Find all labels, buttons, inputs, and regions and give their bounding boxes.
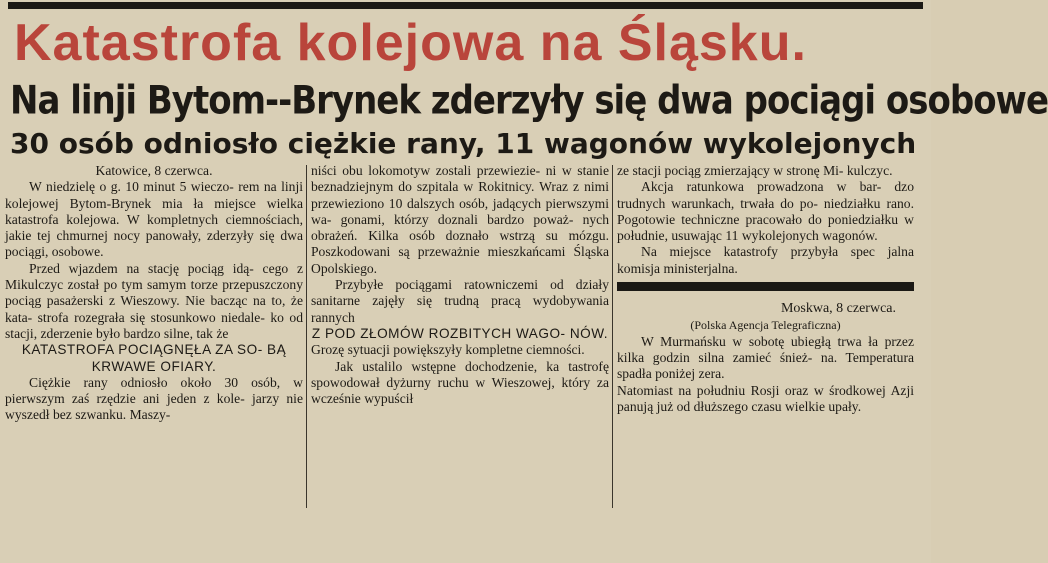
paragraph: Jak ustalilo wstępne dochodzenie, ka tastrofę spowodował dyżurny ruchu w Wieszowej, który za wcześnie wypuścił bbox=[311, 358, 609, 407]
main-headline: Katastrofa kolejowa na Śląsku. bbox=[14, 14, 807, 72]
column-divider bbox=[612, 165, 613, 508]
sub-headline: Na linji Bytom--Brynek zderzyły się dwa pociągi osobowe bbox=[10, 78, 1048, 124]
paragraph: ze stacji pociąg zmierzający w stronę Mi- kulczyc. bbox=[617, 163, 893, 178]
agency-credit: (Polska Agencja Telegraficzna) bbox=[690, 318, 841, 333]
paragraph: Przybyłe pociągami ratowniczemi od działy sanitarne zajęły się trudną pracą wydobywania rannych bbox=[311, 277, 609, 325]
paragraph: niści obu lokomotyw zostali przewiezie- ni w stanie beznadziejnym do szpitala w Rokitnicy. Wraz z nimi przewieziono 10 dalszych osób, jadących pierwszymi wa- gonami, którzy doznali bardzo poważ- nych obrażeń. Kilka osób doznało wstrzą su mózgu. Poszkodowani są przeważnie mieszkańcami Śląska Opolskiego. bbox=[311, 163, 609, 276]
paragraph: Natomiast na południu Rosji oraz w środkowej Azji panują już od dłuższego czasu wielkie upały. bbox=[617, 382, 914, 414]
paragraph: Na miejsce katastrofy przybyła spec jalna komisja ministerjalna. bbox=[617, 244, 914, 276]
paragraph: W niedzielę o g. 10 minut 5 wieczo- rem na linji kolejowej Bytom-Brynek mia ła miejsce wielka katastrofa kolejowa. W kompletnych ciemnościach, jakie tej chmurnej nocy panowały, zderzyły się dwa pociągi, osobowe. bbox=[5, 179, 303, 260]
section-rule bbox=[617, 282, 914, 291]
dateline: Katowice, 8 czerwca. bbox=[95, 163, 213, 178]
paragraph: Przed wjazdem na stację pociąg idą- cego z Mikulczyc został po tym samym torze przepuszczony pociąg pasażerski z Wieszowy. Nie bacząc na to, że kata- strofa rozegrała się stosunkowo niedale- ko od stacji, zderzenie było bardzo silne, tak że bbox=[5, 260, 303, 341]
column-divider bbox=[306, 165, 307, 508]
paragraph: W Murmańsku w sobotę ubiegłą trwa ła przez kilka godzin silna zamieć śnież- na. Temperatura spadła poniżej zera. bbox=[617, 333, 914, 382]
dateline: Moskwa, 8 czerwca. bbox=[780, 301, 896, 317]
column-1 bbox=[5, 163, 303, 424]
section-subhead: Z POD ZŁOMÓW ROZBITYCH WAGO- NÓW. bbox=[311, 325, 609, 341]
sub-headline-2: 30 osób odniosło ciężkie rany, 11 wagonów wykolejonych bbox=[10, 127, 917, 160]
column-2 bbox=[311, 163, 609, 407]
top-rule bbox=[8, 2, 923, 9]
paragraph: Akcja ratunkowa prowadzona w bar- dzo trudnych warunkach, trwała do po- niedziałku rano. Pogotowie techniczne pracowało do poniedziałku w południe, usuwając 11 wykolejonych wagonów. bbox=[617, 179, 914, 244]
paragraph: Grozę sytuacji powiększyły kompletne ciemności. bbox=[311, 342, 585, 358]
paragraph: Ciężkie rany odniosło około 30 osób, w pierwszym zaś rzędzie ani jeden z kole- jarzy nie wyszedł bez szwanku. Maszy- bbox=[5, 374, 303, 423]
section-subhead: KATASTROFA POCIĄGNĘŁA ZA SO- BĄ KRWAWE OFIARY. bbox=[21, 342, 287, 374]
column-3 bbox=[617, 163, 914, 415]
